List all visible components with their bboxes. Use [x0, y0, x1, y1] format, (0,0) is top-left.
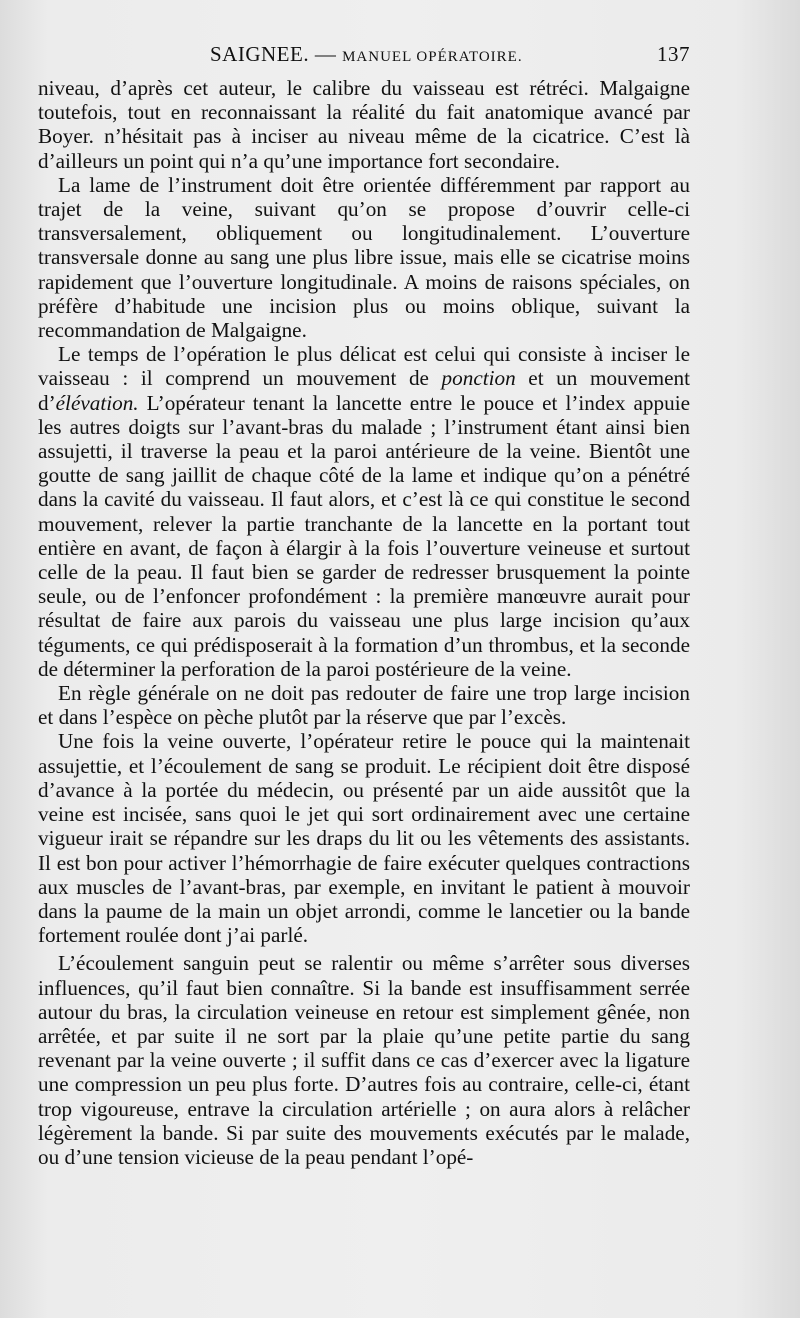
paragraph-3-part-b: et un mouvement d’ [38, 366, 690, 415]
paragraph-3 [38, 342, 690, 681]
running-title-separator: — [309, 42, 343, 66]
running-title-main: SAIGNEE. [210, 42, 310, 66]
running-header [60, 42, 690, 72]
page-number: 137 [657, 42, 690, 66]
running-title-sub: MANUEL OPÉRATOIRE. [342, 49, 523, 65]
paragraph-3-part-a: Le temps de l’opération le plus délicat est celui qui consiste à inciser le vaisseau : il comprend un mouvement de [38, 342, 690, 391]
body-text [38, 76, 690, 1169]
running-title [210, 42, 523, 67]
paragraph-1: niveau, d’après cet auteur, le calibre du vaisseau est rétréci. Malgaigne toutefois, tout en reconnaissant la réalité du fait anatomique avancé par Boyer. n’hésitait pas à inciser au niveau même de la cicatrice. C’est là d’ailleurs un point qui n’a qu’une importance fort secondaire. [38, 76, 690, 173]
paragraph-6: L’écoulement sanguin peut se ralentir ou même s’arrêter sous diverses influences, qu’il faut bien connaître. Si la bande est insuffisamment serrée autour du bras, la circulation veineuse en retour est simplement gênée, non arrêtée, et par suite il ne sort par la plaie qu’une petite partie du sang revenant par la veine ouverte ; il suffit dans ce cas d’exercer avec la ligature une compression un peu plus forte. D’autres fois au contraire, celle-ci, étant trop vigoureuse, entrave la circulation artérielle ; on aura alors à relâcher légèrement la bande. Si par suite des mouvements exécutés par le malade, ou d’une tension vicieuse de la peau pendant l’opé- [38, 951, 690, 1169]
term-ponction: ponction [441, 366, 516, 391]
term-elevation: élévation. [55, 390, 139, 415]
paragraph-4: En règle générale on ne doit pas redouter de faire une trop large incision et dans l’espèce on pèche plutôt par la réserve que par l’excès. [38, 681, 690, 730]
paragraph-3-part-c: L’opérateur tenant la lancette entre le pouce et l’index appuie les autres doigts sur l’avant-bras du malade ; l’instrument étant ainsi bien assujetti, il traverse la peau et la paroi antérieure de la veine. Bientôt une goutte de sang jaillit de chaque côté de la lame et indique qu’on a pénétré dans la cavité du vaisseau. Il faut alors, et c’est là ce qui constitue le second mouvement, relever la partie tranchante de la lancette en la portant tout entière en avant, de façon à élargir à la fois l’ouverture veineuse et surtout celle de la peau. Il faut bien se garder de redresser brusquement la pointe seule, ou de l’enfoncer profondément : la première manœuvre aurait pour résultat de faire aux parois du vaisseau une plus large incision qu’aux téguments, ce qui prédisposerait à la formation d’un thrombus, et la seconde de déterminer la perforation de la paroi postérieure de la veine. [38, 390, 690, 681]
paragraph-2: La lame de l’instrument doit être orientée différemment par rapport au trajet de la veine, suivant qu’on se propose d’ouvrir celle-ci transversalement, obliquement ou longitudinalement. L’ouverture transversale donne au sang une plus libre issue, mais elle se cicatrise moins rapidement que l’ouverture longitudinale. A moins de raisons spéciales, on préfère d’habitude une incision plus ou moins oblique, suivant la recommandation de Malgaigne. [38, 172, 690, 343]
paragraph-5: Une fois la veine ouverte, l’opérateur retire le pouce qui la maintenait assujettie, et l’écoulement de sang se produit. Le récipient doit être disposé d’avance à la portée du médecin, ou présenté par un aide aussitôt que la veine est incisée, sans quoi le jet qui sort ordinairement avec une certaine vigueur irait se répandre sur les draps du lit ou les vêtements des assistants. Il est bon pour activer l’hémorrhagie de faire exécuter quelques contractions aux muscles de l’avant-bras, par exemple, en invitant le patient à mouvoir dans la paume de la main un objet arrondi, comme le lancetier ou la bande fortement roulée dont j’ai parlé. [38, 729, 690, 948]
